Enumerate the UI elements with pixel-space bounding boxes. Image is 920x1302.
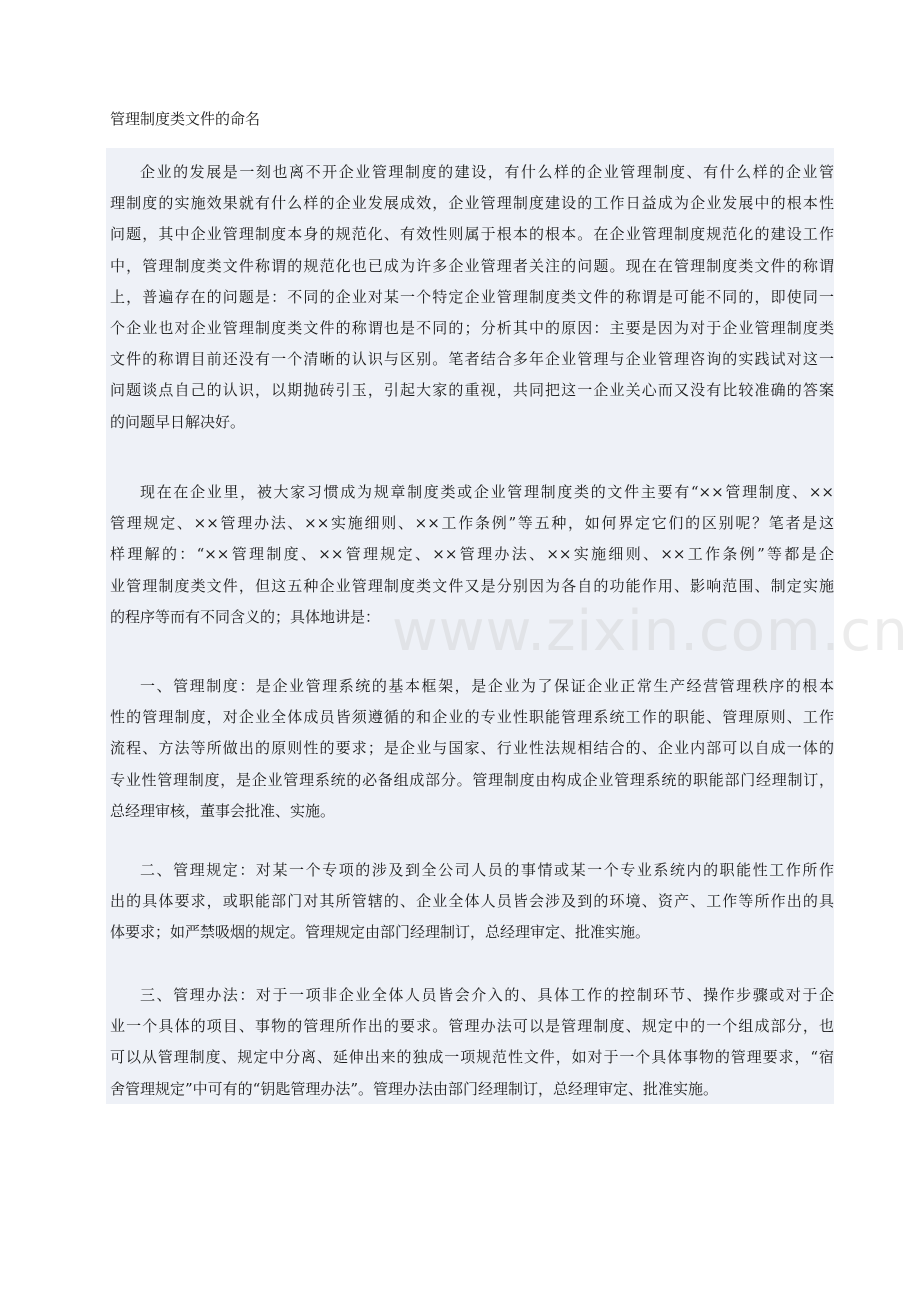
text-line: 理制度的实施效果就有什么样的企业发展成效，企业管理制度建设的工作日益成为企业发展中的根本性 (110, 194, 834, 213)
text-line: 问题，其中企业管理制度本身的规范化、有效性则属于根本的根本。在企业管理制度规范化的建设工作 (110, 225, 834, 244)
paragraph-1 (110, 157, 834, 438)
text-line: 性的管理制度，对企业全体成员皆须遵循的和企业的专业性职能管理系统工作的职能、管理原则、工作 (110, 708, 834, 727)
text-line: 业管理制度类文件，但这五种企业管理制度类文件又是分别因为各自的功能作用、影响范围、制定实施 (110, 576, 834, 595)
text-line: 一、管理制度：是企业管理系统的基本框架，是企业为了保证企业正常生产经营管理秩序的根本 (140, 677, 834, 695)
text-line: 样理解的：“××管理制度、××管理规定、××管理办法、××实施细则、××工作条例”等都是企 (110, 545, 834, 564)
text-line: 可以从管理制度、规定中分离、延伸出来的独成一项规范性文件，如对于一个具体事物的管理要求，“宿 (110, 1048, 834, 1067)
text-line: 文件的称谓目前还没有一个清晰的认识与区别。笔者结合多年企业管理与企业管理咨询的实践试对这一 (110, 350, 834, 369)
text-line: 三、管理办法：对于一项非企业全体人员皆会介入的、具体工作的控制环节、操作步骤或对于企 (140, 986, 834, 1004)
paragraph-3 (110, 671, 834, 827)
text-line: 二、管理规定：对某一个专项的涉及到全公司人员的事情或某一个专业系统内的职能性工作所作 (140, 861, 834, 879)
text-line: 舍管理规定”中可有的“钥匙管理办法”。管理办法由部门经理制订，总经理审定、批准实施。 (110, 1079, 719, 1098)
text-line: 流程、方法等所做出的原则性的要求；是企业与国家、行业性法规相结合的、企业内部可以自成一体的 (110, 739, 834, 758)
watermark: www.zixin.com.cn (392, 599, 909, 664)
document-title: 管理制度类文件的命名 (110, 110, 261, 128)
text-line: 上，普遍存在的问题是：不同的企业对某一个特定企业管理制度类文件的称谓是可能不同的，即使同一 (110, 287, 834, 306)
text-line: 的问题早日解决好。 (110, 412, 246, 431)
text-line: 专业性管理制度，是企业管理系统的必备组成部分。管理制度由构成企业管理系统的职能部门经理制订， (110, 770, 834, 789)
text-line: 企业的发展是一刻也离不开企业管理制度的建设，有什么样的企业管理制度、有什么样的企业管 (140, 163, 834, 181)
text-line: 问题谈点自己的认识，以期抛砖引玉，引起大家的重视，共同把这一企业关心而又没有比较准确的答案 (110, 381, 834, 400)
text-line: 个企业也对企业管理制度类文件的称谓也是不同的；分析其中的原因：主要是因为对于企业管理制度类 (110, 319, 834, 338)
paragraph-2 (110, 477, 834, 633)
text-line: 中，管理制度类文件称谓的规范化也已成为许多企业管理者关注的问题。现在在管理制度类文件的称谓 (110, 256, 834, 275)
paragraph-4 (110, 855, 834, 949)
text-line: 现在在企业里，被大家习惯成为规章制度类或企业管理制度类的文件主要有“××管理制度、×× (140, 483, 834, 501)
text-line: 总经理审核，董事会批准、实施。 (110, 801, 336, 820)
text-line: 出的具体要求，或职能部门对其所管辖的、企业全体人员皆会涉及到的环境、资产、工作等所作出的具 (110, 892, 834, 911)
text-line: 业一个具体的项目、事物的管理所作出的要求。管理办法可以是管理制度、规定中的一个组成部分，也 (110, 1017, 834, 1036)
text-line: 管理规定、××管理办法、××实施细则、××工作条例”等五种，如何界定它们的区别呢？笔者是这 (110, 514, 834, 533)
text-line: 的程序等而有不同含义的；具体地讲是： (110, 607, 381, 626)
paragraph-5 (110, 980, 834, 1105)
text-line: 体要求；如严禁吸烟的规定。管理规定由部门经理制订，总经理审定、批准实施。 (110, 923, 651, 942)
